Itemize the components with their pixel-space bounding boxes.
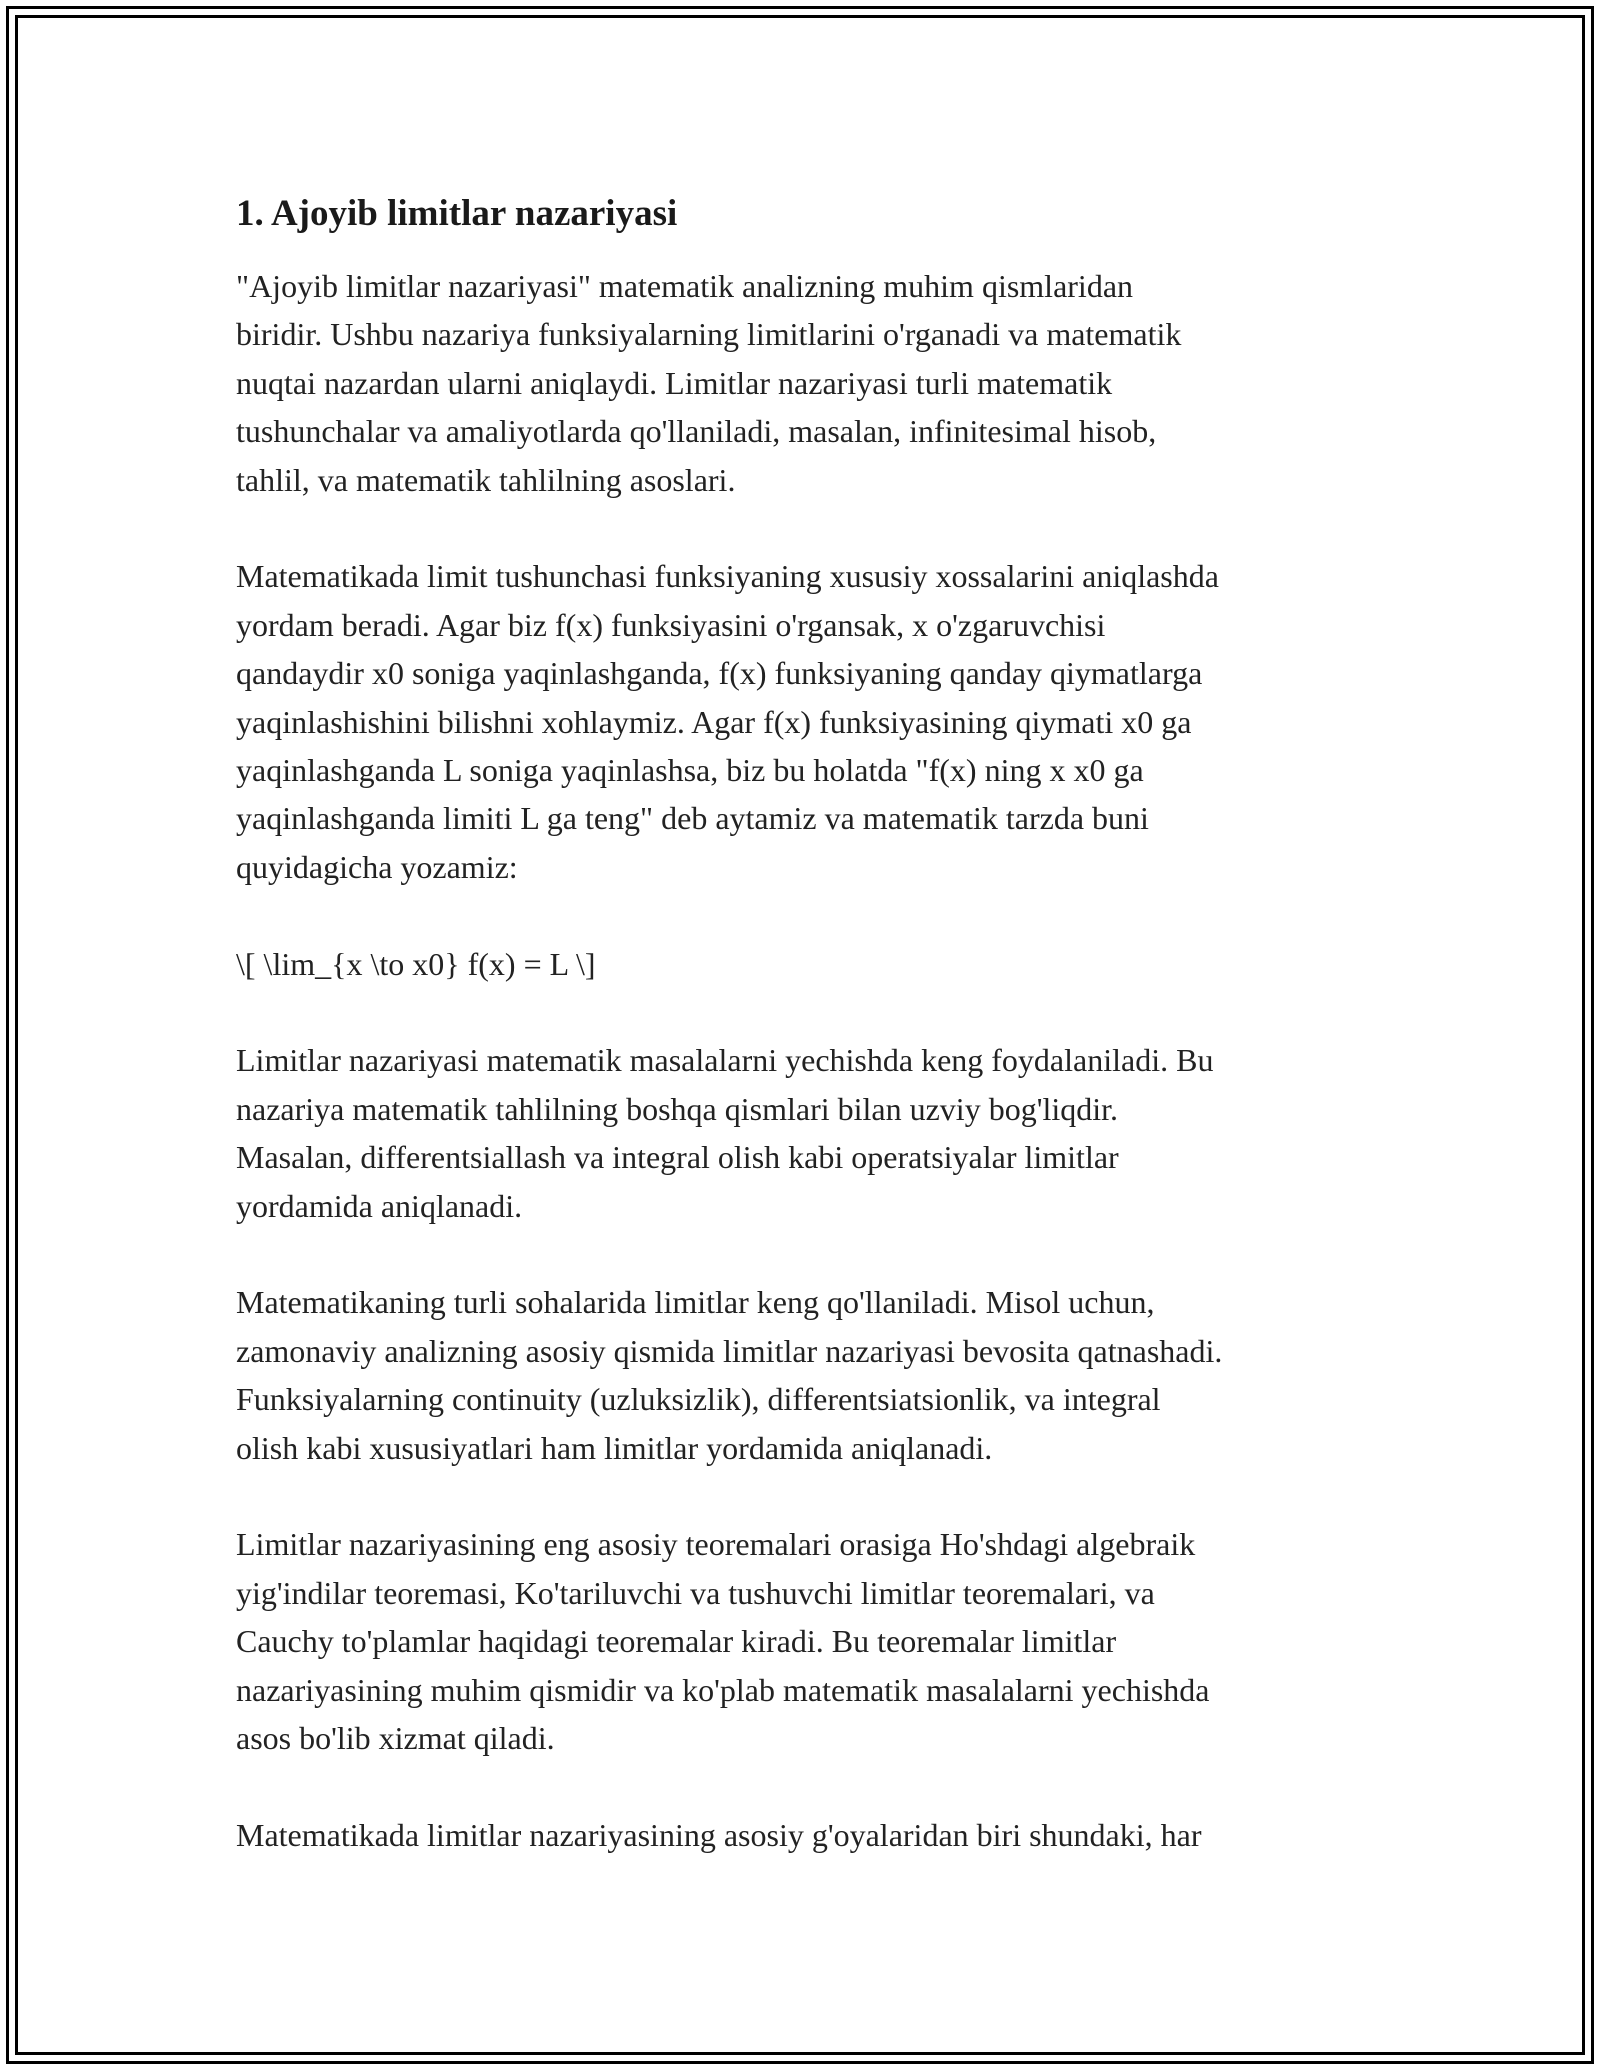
paragraph-fields: Matematikaning turli sohalarida limitlar keng qo'llaniladi. Misol uchun, zamonaviy analizning asosiy qismida limitlar nazariyasi bevosita qatnashadi. Funksiyalarning continuity (uzluksizlik), differentsiatsionlik, va integral olish kabi xususiyatlari ham limitlar yordamida aniqlanadi. <box>236 1284 1223 1466</box>
paragraph-applications: Limitlar nazariyasi matematik masalalarni yechishda keng foydalaniladi. Bu nazariya matematik tahlilning boshqa qismlari bilan uzviy bog'liqdir. Masalan, differentsiallash va integral olish kabi operatsiyalar limitlar yordamida aniqlanadi. <box>236 1042 1214 1224</box>
formula-limit: \[ \lim_{x \to x0} f(x) = L \] <box>236 945 596 982</box>
paragraph-limit-concept: Matematikada limit tushunchasi funksiyaning xususiy xossalarini aniqlashda yordam beradi. Agar biz f(x) funksiyasini o'rgansak, x o'zgaruvchisi qandaydir x0 soniga yaqinlashganda, f(x) funksiyaning qanday qiymatlarga yaqinlashishini bilishni xohlaymiz. Agar f(x) funksiyasining qiymati x0 ga yaqinlashganda L soniga yaqinlashsa, biz bu holatda "f(x) ning x x0 ga yaqinlashganda limiti L ga teng" deb aytamiz va matematik tarzda buni quyidagicha yozamiz: <box>236 558 1219 885</box>
paragraph-intro: "Ajoyib limitlar nazariyasi" matematik analizning muhim qismlaridan biridir. Ushbu nazariya funksiyalarning limitlarini o'rganadi va matematik nuqtai nazardan ularni aniqlaydi. Limitlar nazariyasi turli matematik tushunchalar va amaliyotlarda qo'llaniladi, masalan, infinitesimal hisob, tahlil, va matematik tahlilning asoslari. <box>236 268 1182 498</box>
document-body <box>236 186 1386 1908</box>
paragraph-ideas: Matematikada limitlar nazariyasining asosiy g'oyalaridan biri shundaki, har <box>236 1816 1202 1853</box>
section-heading: 1. Ajoyib limitlar nazariyasi <box>236 193 678 234</box>
paragraph-theorems: Limitlar nazariyasining eng asosiy teoremalari orasiga Ho'shdagi algebraik yig'indilar teoremasi, Ko'tariluvchi va tushuvchi limitlar teoremalari, va Cauchy to'plamlar haqidagi teoremalar kiradi. Bu teoremalar limitlar nazariyasining muhim qismidir va ko'plab matematik masalalarni yechishda asos bo'lib xizmat qiladi. <box>236 1526 1210 1757</box>
